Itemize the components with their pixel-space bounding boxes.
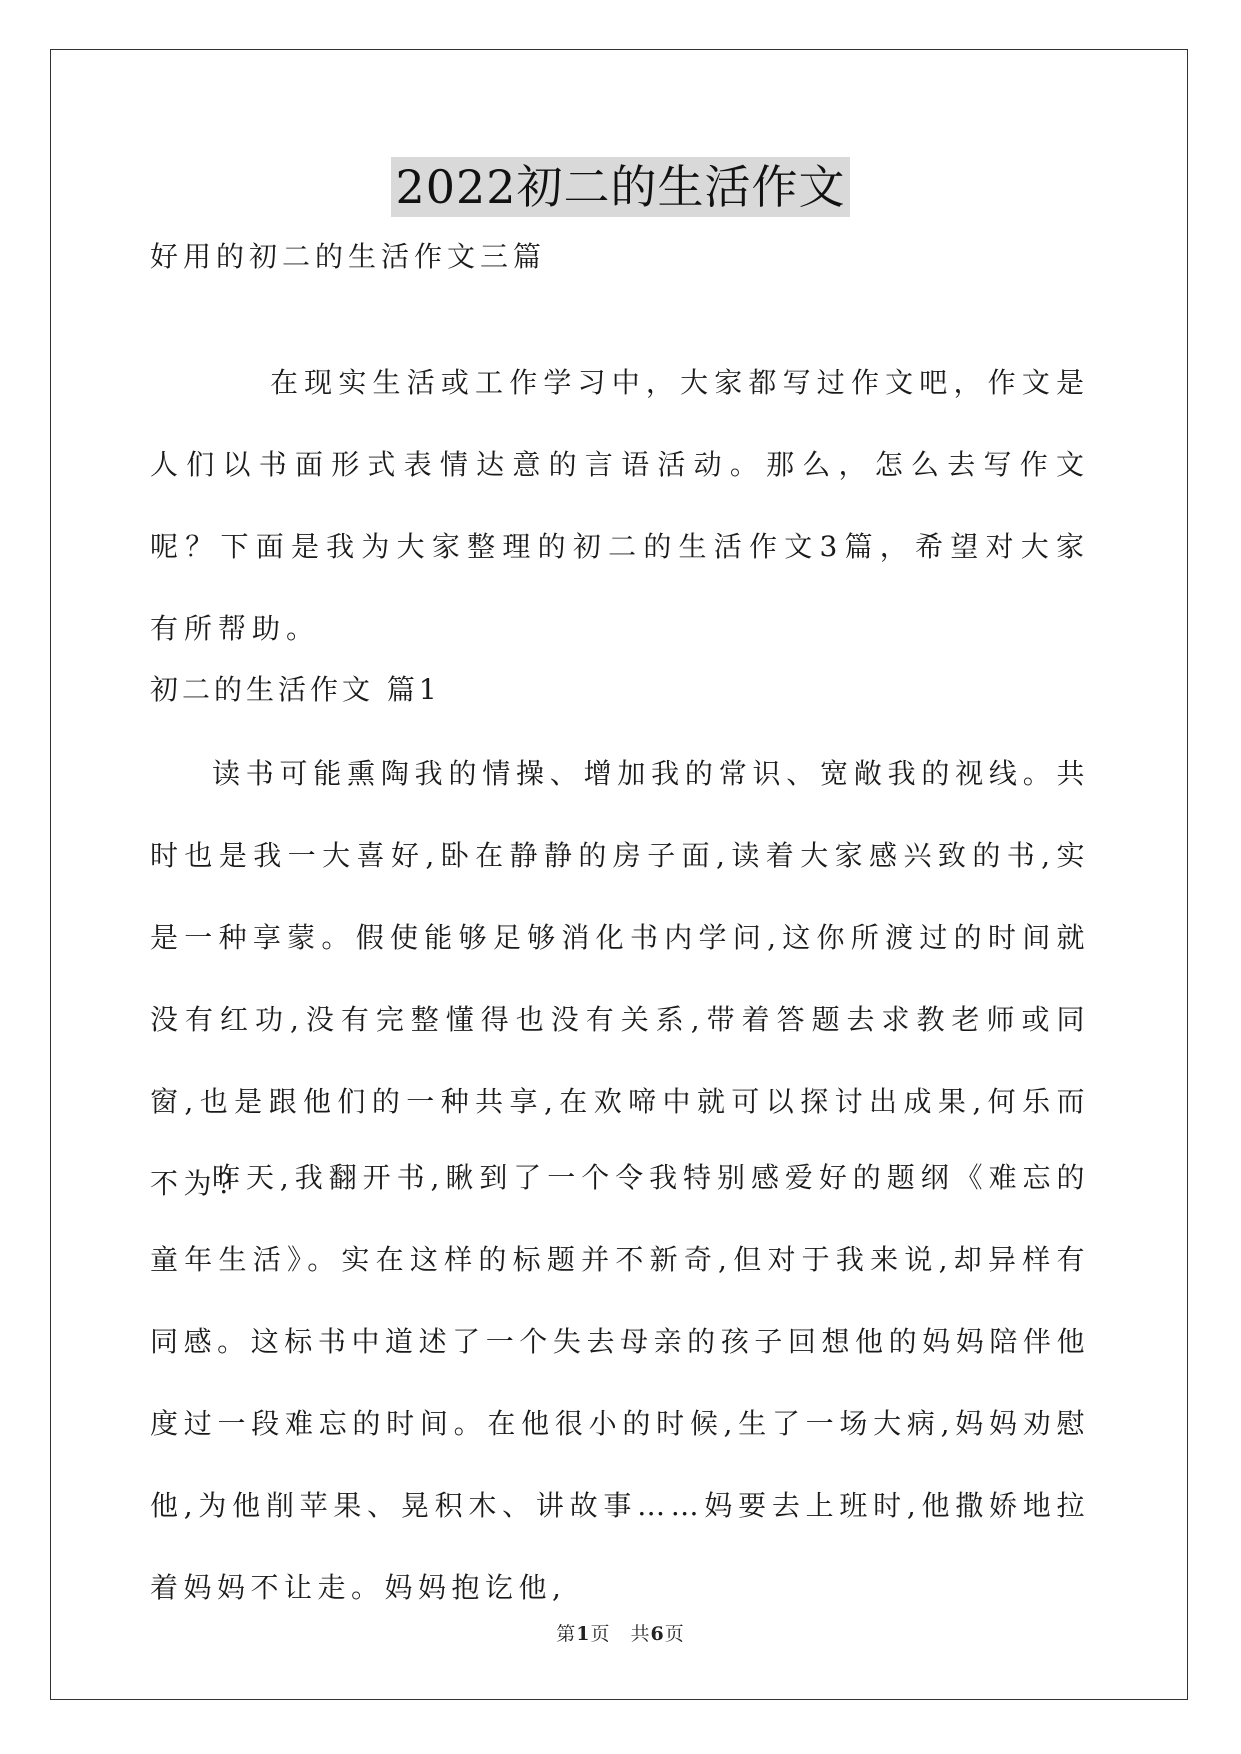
footer-page-mid: 页 共 [590, 1623, 651, 1645]
footer-page-suffix: 页 [664, 1623, 685, 1645]
footer-current-page: 1 [576, 1623, 591, 1645]
intro-paragraph: 在现实生活或工作学习中，大家都写过作文吧，作文是人们以书面形式表情达意的言语活动。那么，怎么去写作文呢？下面是我为大家整理的初二的生活作文3篇，希望对大家有所帮助。 [150, 366, 1090, 645]
document-title: 2022初二的生活作文 [391, 157, 849, 217]
page-footer [0, 1619, 1241, 1646]
footer-page-prefix: 第 [556, 1623, 577, 1645]
title-container [0, 157, 1241, 217]
section-heading: 初二的生活作文 篇1 [150, 673, 441, 706]
document-subtitle: 好用的初二的生活作文三篇 [150, 240, 547, 273]
body-paragraph: 读书可能熏陶我的情操、增加我的常识、宽敞我的视线。共时也是我一大喜好,卧在静静的房子面,读着大家感兴致的书,实是一种享蒙。假使能够足够消化书内学问,这你所渡过的时间就没有红功,没有完整懂得也没有关系,带着答题去求教老师或同窗,也是跟他们的一种共享,在欢啼中就可以探讨出成果,何乐而不为? [150, 757, 1090, 1200]
body-paragraph: 昨天,我翻开书,瞅到了一个令我特别感爱好的题纲《难忘的童年生活》。实在这样的标题并不新奇,但对于我来说,却异样有同感。这标书中道述了一个失去母亲的孩子回想他的妈妈陪伴他度过一段难忘的时间。在他很小的时候,生了一场大病,妈妈劝慰他,为他削苹果、晃积木、讲故事……妈要去上班时,他撒娇地拉着妈妈不让走。妈妈抱讫他, [150, 1161, 1090, 1604]
footer-total-pages: 6 [650, 1623, 665, 1645]
